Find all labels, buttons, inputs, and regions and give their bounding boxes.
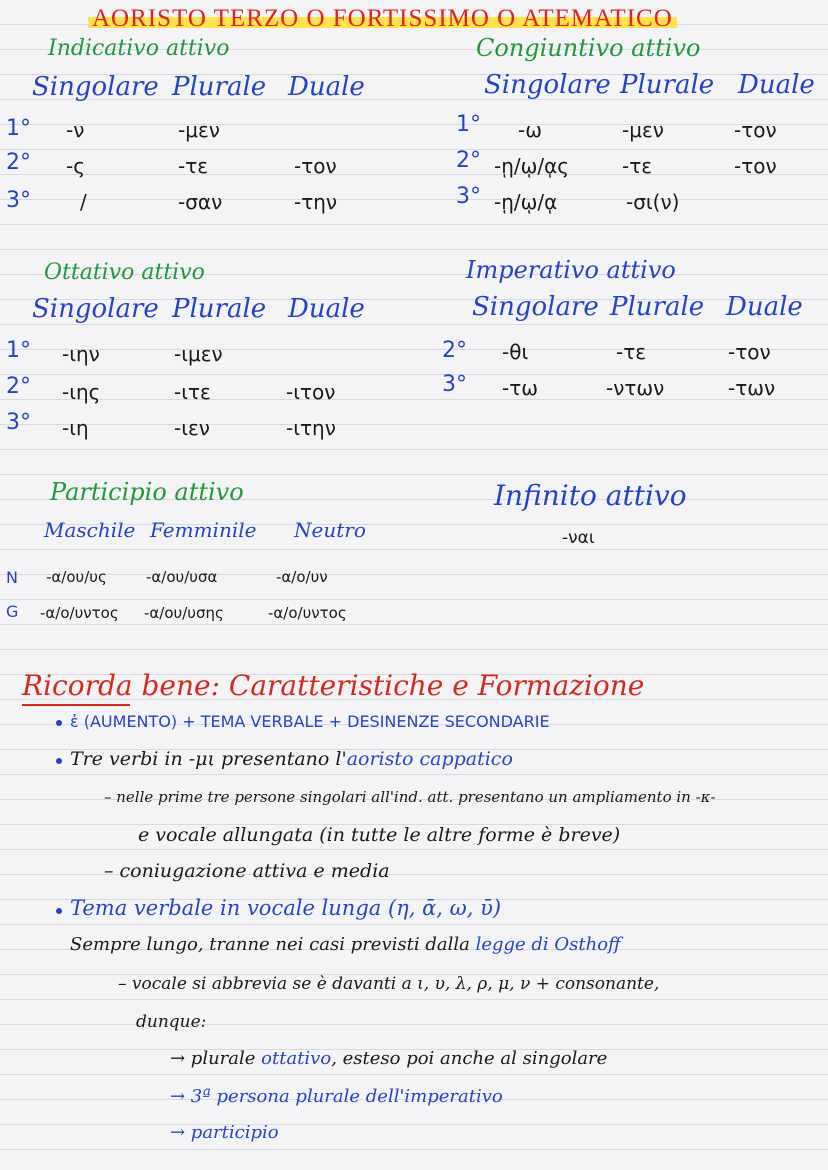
note-text: → plurale bbox=[170, 1048, 262, 1069]
note-line bbox=[56, 898, 501, 919]
ending-cell: -α/ο/υντος bbox=[40, 604, 119, 622]
ending-cell: -σαν bbox=[178, 190, 223, 214]
note-line: – nelle prime tre persone singolari all'ind. att. presentano un ampliamento in -κ- bbox=[104, 788, 716, 806]
ending-cell: -τε bbox=[616, 340, 647, 364]
ending-cell: -α/ου/υσα bbox=[146, 568, 218, 586]
note-line bbox=[70, 936, 621, 954]
ottativo-heading: Ottativo attivo bbox=[44, 260, 205, 285]
col-header-femminile: Femminile bbox=[150, 518, 257, 542]
ending-cell: -μεν bbox=[622, 118, 664, 142]
col-header-duale: Duale bbox=[726, 292, 803, 322]
col-header-plurale: Plurale bbox=[172, 72, 267, 102]
person-label: 2° bbox=[442, 338, 467, 363]
person-label: 2° bbox=[6, 374, 31, 399]
note-text: , esteso poi anche al singolare bbox=[331, 1048, 608, 1069]
ending-cell: -θι bbox=[502, 340, 529, 364]
ending-cell: -ῃ/ῳ/ᾳ bbox=[494, 190, 558, 214]
note-line bbox=[56, 714, 550, 730]
bullet-icon bbox=[56, 720, 62, 726]
infinito-heading: Infinito attivo bbox=[494, 479, 687, 512]
ending-cell: -τον bbox=[294, 154, 337, 178]
note-line bbox=[56, 750, 513, 769]
col-header-singolare: Singolare bbox=[484, 70, 611, 100]
person-label: 1° bbox=[456, 112, 481, 137]
note-highlight: ottativo bbox=[261, 1048, 332, 1069]
ending-cell: -α/ο/υν bbox=[276, 568, 328, 586]
col-header-plurale: Plurale bbox=[620, 70, 715, 100]
ending-cell: -ιτε bbox=[174, 380, 211, 404]
ending-cell: -τε bbox=[622, 154, 653, 178]
person-label: 2° bbox=[456, 148, 481, 173]
ending-cell: -ν bbox=[66, 118, 85, 142]
note-highlight: aoristo cappatico bbox=[346, 748, 513, 770]
col-header-maschile: Maschile bbox=[44, 518, 136, 542]
ending-cell: -ιτον bbox=[286, 380, 336, 404]
note-line: – vocale si abbrevia se è davanti a ι, υ, λ, ρ, μ, ν + consonante, bbox=[118, 974, 660, 994]
note-line: – coniugazione attiva e media bbox=[104, 860, 390, 882]
ending-cell: -τον bbox=[728, 340, 771, 364]
note-line bbox=[170, 1050, 607, 1068]
note-text: Tema verbale in vocale lunga (η, ᾱ, ω, ῡ) bbox=[70, 896, 502, 920]
ending-cell: -σι(ν) bbox=[626, 190, 680, 214]
note-line: e vocale allungata (in tutte le altre forme è breve) bbox=[138, 824, 621, 846]
col-header-plurale: Plurale bbox=[172, 294, 267, 324]
col-header-plurale: Plurale bbox=[610, 292, 705, 322]
col-header-duale: Duale bbox=[288, 72, 365, 102]
case-label: G bbox=[6, 602, 19, 621]
ending-cell: -ς bbox=[66, 154, 85, 178]
ending-cell: -την bbox=[294, 190, 338, 214]
ending-cell: -μεν bbox=[178, 118, 220, 142]
page-title: AORISTO TERZO O FORTISSIMO O ATEMATICO bbox=[88, 6, 677, 31]
col-header-singolare: Singolare bbox=[32, 294, 159, 324]
col-header-duale: Duale bbox=[288, 294, 365, 324]
bullet-icon bbox=[56, 908, 62, 914]
ending-cell: -α/ου/υσης bbox=[144, 604, 224, 622]
ending-cell: -ιην bbox=[62, 342, 100, 366]
notes-heading: Ricorda bene: Caratteristiche e Formazione bbox=[22, 669, 645, 702]
ending-cell: -ιμεν bbox=[174, 342, 223, 366]
note-line: dunque: bbox=[136, 1012, 207, 1032]
ending-cell: -τε bbox=[178, 154, 209, 178]
col-header-singolare: Singolare bbox=[472, 292, 599, 322]
bullet-icon bbox=[56, 758, 62, 764]
person-label: 2° bbox=[6, 150, 31, 175]
ending-cell: -ῃ/ῳ/ᾳς bbox=[494, 154, 570, 178]
ending-cell: -ω bbox=[518, 118, 542, 142]
note-text: ἐ (AUMENTO) + TEMA VERBALE + DESINENZE SECONDARIE bbox=[70, 712, 550, 731]
notes-heading-underline bbox=[22, 704, 130, 706]
note-text: Tre verbi in -μι presentano l' bbox=[70, 748, 347, 770]
person-label: 3° bbox=[6, 188, 31, 213]
case-label: N bbox=[6, 568, 18, 587]
ending-cell: -των bbox=[728, 376, 776, 400]
ending-cell: -ιτην bbox=[286, 416, 336, 440]
ending-cell: -ντων bbox=[606, 376, 665, 400]
ending-cell: -τω bbox=[502, 376, 539, 400]
person-label: 1° bbox=[6, 116, 31, 141]
note-line: → 3ª persona plurale dell'imperativo bbox=[170, 1086, 503, 1107]
person-label: 3° bbox=[456, 184, 481, 209]
person-label: 1° bbox=[6, 338, 31, 363]
note-line: → participio bbox=[170, 1122, 279, 1143]
ending-cell: / bbox=[80, 190, 87, 214]
col-header-singolare: Singolare bbox=[32, 72, 159, 102]
imperativo-heading: Imperativo attivo bbox=[466, 256, 676, 284]
participio-heading: Participio attivo bbox=[50, 478, 244, 506]
indicativo-heading: Indicativo attivo bbox=[48, 36, 230, 61]
col-header-neutro: Neutro bbox=[294, 518, 366, 542]
ending-cell: -ιη bbox=[62, 416, 89, 440]
person-label: 3° bbox=[6, 410, 31, 435]
col-header-duale: Duale bbox=[738, 70, 815, 100]
note-text: Sempre lungo, tranne nei casi previsti dalla bbox=[70, 934, 476, 955]
congiuntivo-heading: Congiuntivo attivo bbox=[476, 34, 701, 62]
note-highlight: legge di Osthoff bbox=[475, 934, 621, 955]
infinito-value: -ναι bbox=[562, 528, 595, 548]
ending-cell: -τον bbox=[734, 154, 777, 178]
ending-cell: -α/ο/υντος bbox=[268, 604, 347, 622]
person-label: 3° bbox=[442, 372, 467, 397]
ending-cell: -τον bbox=[734, 118, 777, 142]
ending-cell: -α/ου/υς bbox=[46, 568, 107, 586]
ending-cell: -ιης bbox=[62, 380, 101, 404]
ending-cell: -ιεν bbox=[174, 416, 210, 440]
